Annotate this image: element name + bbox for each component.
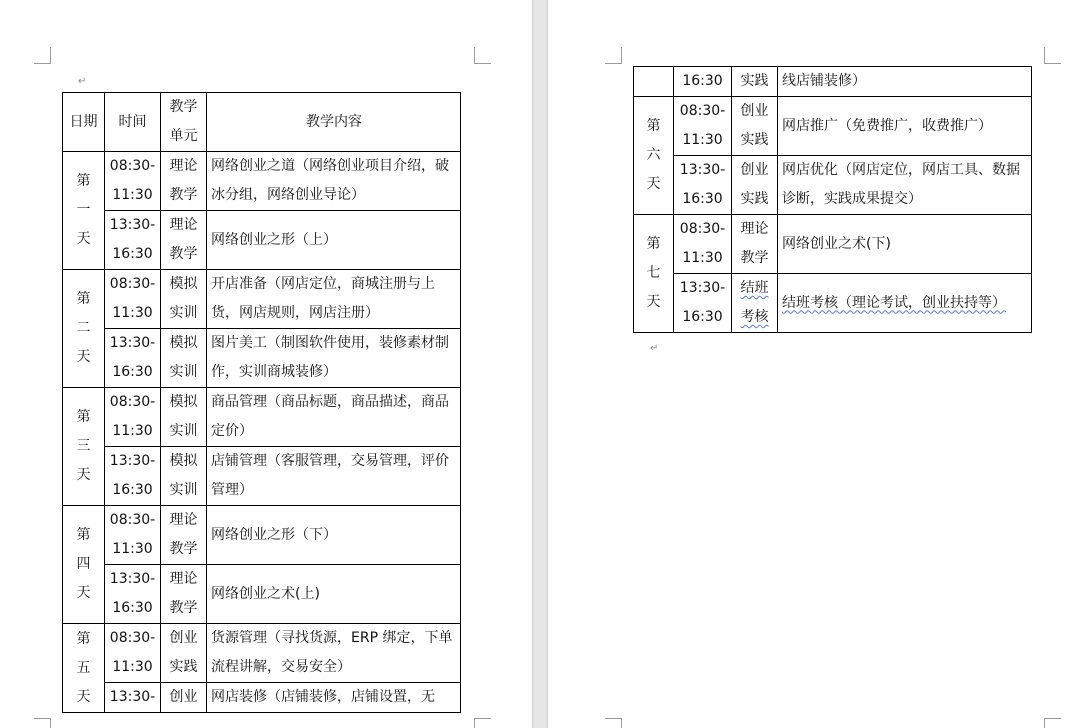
table-row (63, 683, 461, 713)
day-cell: 第 六 天 (634, 97, 674, 215)
unit-cell: 模拟实训 (161, 270, 207, 329)
content-cell: 网络创业之形（上） (207, 211, 461, 270)
content-cell: 开店准备（网店定位，商城注册与上货，网店规则，网店注册） (207, 270, 461, 329)
content-cell: 图片美工（制图软件使用，装修素材制作，实训商城装修） (207, 329, 461, 388)
time-cell: 08:30-11:30 (674, 97, 732, 156)
content-cell: 网络创业之术(上) (207, 565, 461, 624)
content-cell: 网店装修（店铺装修，店铺设置，无 (207, 683, 461, 713)
time-cell: 13:30- (105, 683, 161, 713)
time-cell: 13:30-16:30 (105, 211, 161, 270)
content-cell: 货源管理（寻找货源，ERP 绑定，下单流程讲解，交易安全） (207, 624, 461, 683)
unit-cell: 理论教学 (161, 565, 207, 624)
content-cell: 网络创业之术(下) (778, 215, 1032, 274)
table-row (634, 156, 1032, 215)
unit-cell: 模拟实训 (161, 329, 207, 388)
day-cell (634, 67, 674, 97)
day-cell: 第 三 天 (63, 388, 105, 506)
time-cell: 08:30-11:30 (105, 506, 161, 565)
day-cell: 第 一 天 (63, 152, 105, 270)
unit-cell: 创业 (161, 683, 207, 713)
time-cell: 08:30-11:30 (105, 388, 161, 447)
header-day: 日期 (63, 93, 105, 152)
time-cell: 13:30-16:30 (105, 329, 161, 388)
table-row (634, 274, 1032, 333)
unit-cell: 理论教学 (732, 215, 778, 274)
unit-cell: 理论教学 (161, 211, 207, 270)
time-cell: 08:30-11:30 (674, 215, 732, 274)
time-cell: 08:30-11:30 (105, 624, 161, 683)
table-row (63, 388, 461, 447)
table-row (63, 329, 461, 388)
crop-mark-bottom-left (34, 718, 51, 728)
unit-cell: 创业实践 (732, 97, 778, 156)
paragraph-mark: ↵ (78, 76, 87, 87)
crop-mark-bottom-right (474, 718, 491, 728)
content-cell: 商品管理（商品标题，商品描述，商品定价） (207, 388, 461, 447)
unit-cell: 创业实践 (161, 624, 207, 683)
crop-mark-top-left (605, 47, 622, 64)
unit-cell: 模拟实训 (161, 447, 207, 506)
header-content: 教学内容 (207, 93, 461, 152)
content-cell: 网络创业之道（网络创业项目介绍，破冰分组，网络创业导论） (207, 152, 461, 211)
unit-cell: 模拟实训 (161, 388, 207, 447)
table-row (634, 215, 1032, 274)
crop-mark-top-right (1044, 47, 1061, 64)
time-cell: 13:30-16:30 (674, 274, 732, 333)
content-cell: 店铺管理（客服管理，交易管理，评价管理） (207, 447, 461, 506)
day-cell: 第 五 天 (63, 624, 105, 713)
unit-cell: 理论教学 (161, 152, 207, 211)
crop-mark-bottom-right (1044, 718, 1061, 728)
content-cell: 线店铺装修） (778, 67, 1032, 97)
day-cell: 第 二 天 (63, 270, 105, 388)
table-row (634, 97, 1032, 156)
time-cell: 13:30-16:30 (105, 565, 161, 624)
content-cell: 网店推广（免费推广，收费推广） (778, 97, 1032, 156)
day-cell: 第 七 天 (634, 215, 674, 333)
unit-cell: 实践 (732, 67, 778, 97)
time-cell: 08:30-11:30 (105, 270, 161, 329)
header-time: 时间 (105, 93, 161, 152)
unit-cell: 创业实践 (732, 156, 778, 215)
document-page-left (0, 0, 532, 728)
unit-cell: 结班考核 (732, 274, 778, 333)
crop-mark-top-right (474, 47, 491, 64)
time-cell: 16:30 (674, 67, 732, 97)
table-row-continued (634, 67, 1032, 97)
table-row (63, 152, 461, 211)
table-row (63, 624, 461, 683)
table-header-row (63, 93, 461, 152)
table-row (63, 506, 461, 565)
table-row (63, 447, 461, 506)
day-cell: 第 四 天 (63, 506, 105, 624)
document-page-right (548, 0, 1080, 728)
content-cell: 结班考核（理论考试，创业扶持等） (778, 274, 1032, 333)
crop-mark-bottom-left (605, 718, 622, 728)
content-cell: 网店优化（网店定位，网店工具、数据诊断，实践成果提交） (778, 156, 1032, 215)
crop-mark-top-left (34, 47, 51, 64)
paragraph-mark: ↵ (650, 343, 659, 354)
time-cell: 13:30-16:30 (674, 156, 732, 215)
table-row (63, 565, 461, 624)
header-unit: 教学单元 (161, 93, 207, 152)
unit-cell: 理论教学 (161, 506, 207, 565)
content-cell: 网络创业之形（下） (207, 506, 461, 565)
schedule-table (62, 92, 461, 713)
table-row (63, 270, 461, 329)
time-cell: 08:30-11:30 (105, 152, 161, 211)
schedule-table-continued (633, 66, 1032, 333)
time-cell: 13:30-16:30 (105, 447, 161, 506)
table-row (63, 211, 461, 270)
